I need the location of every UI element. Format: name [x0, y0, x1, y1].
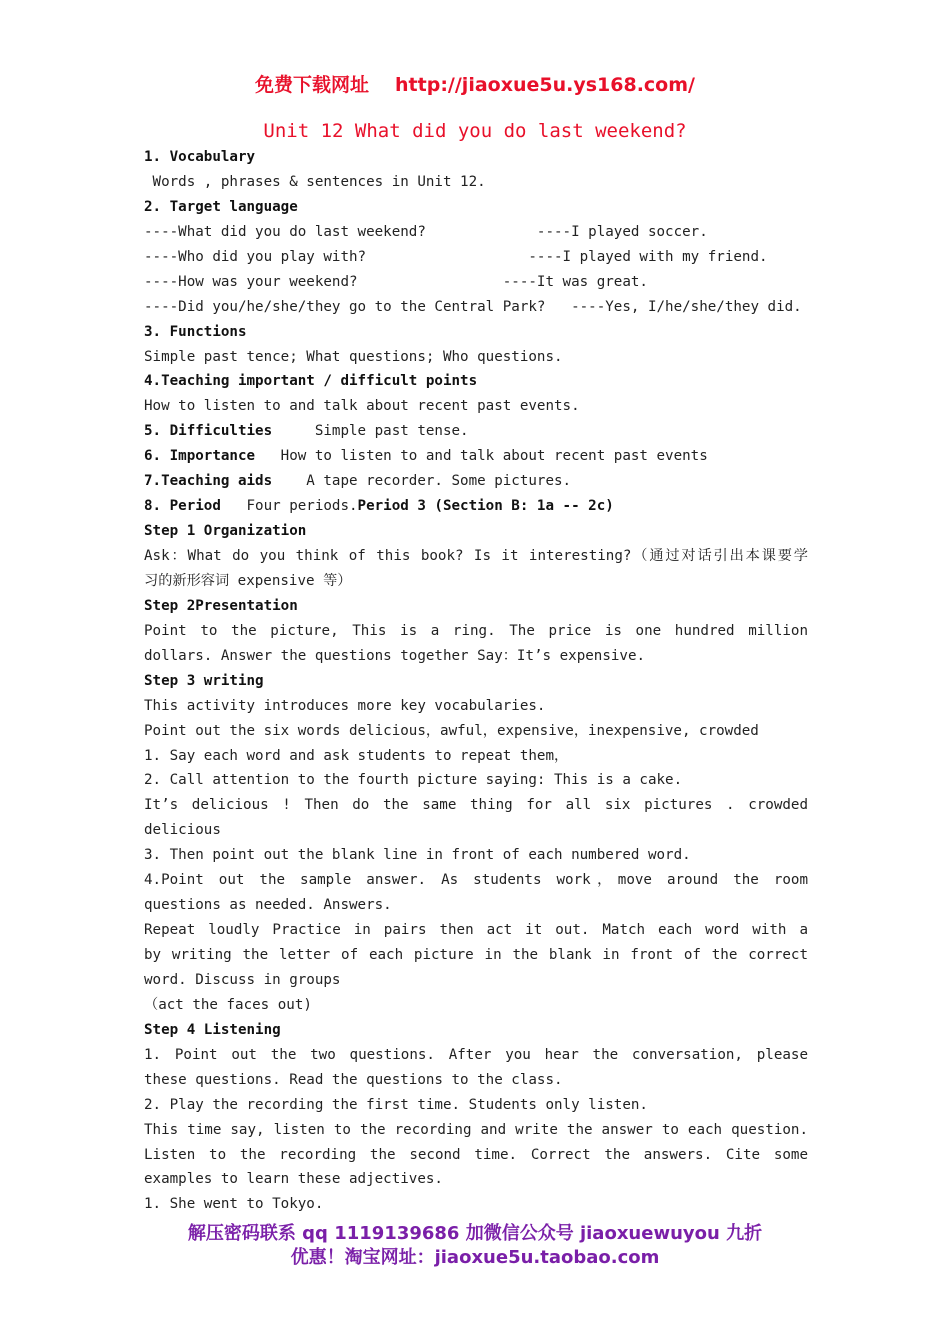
text-line: Ask：What do you think of this book? Is it interesting?（通过对话引出本课要学 [144, 548, 808, 564]
text-line: ----What did you do last weekend? ----I played soccer. [144, 223, 708, 240]
header-url-link[interactable]: http://jiaoxue5u.ys168.com/ [395, 74, 695, 96]
text-line [144, 494, 808, 519]
text-line: Step 1 Organization [144, 523, 307, 540]
text-line: 2. Play the recording the first time. Students only listen. [144, 1096, 648, 1113]
text-line: This time say, listen to the recording and write the answer to each question. [144, 1121, 808, 1138]
line-heading: 5. Difficulties [144, 423, 273, 440]
text-line: 1. She went to Tokyo. [144, 1196, 324, 1213]
text-line: dollars. Answer the questions together Say：It’s expensive. [144, 647, 646, 664]
text-line: 1. Say each word and ask students to repeat them， [144, 747, 569, 764]
text-line: 1. Point out the two questions. After you hear the conversation, please [144, 1046, 808, 1063]
text-line: Listen to the recording the second time. Correct the answers. Cite some [144, 1146, 808, 1163]
text-line: Step 3 writing [144, 672, 264, 689]
line-heading: Period 3 (Section B: 1a -- 2c) [357, 498, 614, 515]
document-body [144, 145, 808, 1217]
text-line: Point to the picture, This is a ring. The price is one hundred million [144, 622, 808, 639]
text-line: 3. Functions [144, 323, 247, 340]
text-line: questions as needed. Answers. [144, 897, 392, 914]
line-text: How to listen to and talk about recent past events [255, 448, 708, 465]
text-line [144, 419, 808, 444]
text-line: Repeat loudly Practice in pairs then act it out. Match each word with a [144, 922, 808, 939]
footer-line-1: 解压密码联系 qq 1119139686 加微信公众号 jiaoxuewuyou 九折 [187, 1223, 763, 1244]
text-line: 2. Target language [144, 198, 298, 215]
text-line: （act the faces out) [144, 996, 312, 1013]
text-line: these questions. Read the questions to the class. [144, 1071, 563, 1088]
text-line: examples to learn these adjectives. [144, 1171, 443, 1188]
text-line [144, 469, 808, 494]
text-line: ----Did you/he/she/they go to the Central Park? ----Yes, I/he/she/they did. [144, 298, 802, 315]
line-heading: 8. Period [144, 498, 221, 515]
text-line: 4.Point out the sample answer. As students work，move around the room [144, 872, 808, 889]
header-label: 免费下载网址 [255, 74, 370, 96]
text-line: Simple past tence; What questions; Who questions. [144, 348, 563, 365]
text-line: It’s delicious ! Then do the same thing for all six pictures . crowded [144, 797, 808, 814]
text-line: 1. Vocabulary [144, 149, 256, 165]
footer-line-2: 优惠！淘宝网址：jiaoxue5u.taobao.com [290, 1247, 660, 1268]
line-text: A tape recorder. Some pictures. [272, 473, 572, 490]
text-line [144, 444, 808, 469]
text-line: ----Who did you play with? ----I played with my friend. [144, 248, 768, 265]
text-line: Step 4 Listening [144, 1021, 281, 1038]
text-line: ----How was your weekend? ----It was great. [144, 273, 648, 290]
text-line: Words , phrases & sentences in Unit 12. [144, 173, 486, 190]
text-line: Point out the six words delicious，awful，expensive，inexpensive, crowded [144, 722, 759, 739]
text-line: 2. Call attention to the fourth picture saying: This is a cake. [144, 772, 683, 789]
page-title: Unit 12 What did you do last weekend? [263, 120, 687, 142]
line-text: Simple past tense. [272, 423, 469, 440]
line-heading: 6. Importance [144, 448, 256, 465]
text-line: How to listen to and talk about recent past events. [144, 398, 580, 415]
text-line: Step 2Presentation [144, 597, 298, 614]
download-header [0, 70, 950, 97]
text-line: by writing the letter of each picture in the blank in front of the correct [144, 947, 808, 963]
text-line: 3. Then point out the blank line in front of each numbered word. [144, 847, 691, 864]
text-line: 4.Teaching important / difficult points [144, 373, 478, 390]
text-line: word. Discuss in groups [144, 971, 341, 988]
text-line: This activity introduces more key vocabularies. [144, 697, 546, 714]
line-heading: 7.Teaching aids [144, 473, 273, 490]
text-line: 习的新形容词 expensive 等） [144, 572, 352, 589]
text-line: delicious [144, 822, 221, 839]
line-text: Four periods. [220, 498, 358, 515]
